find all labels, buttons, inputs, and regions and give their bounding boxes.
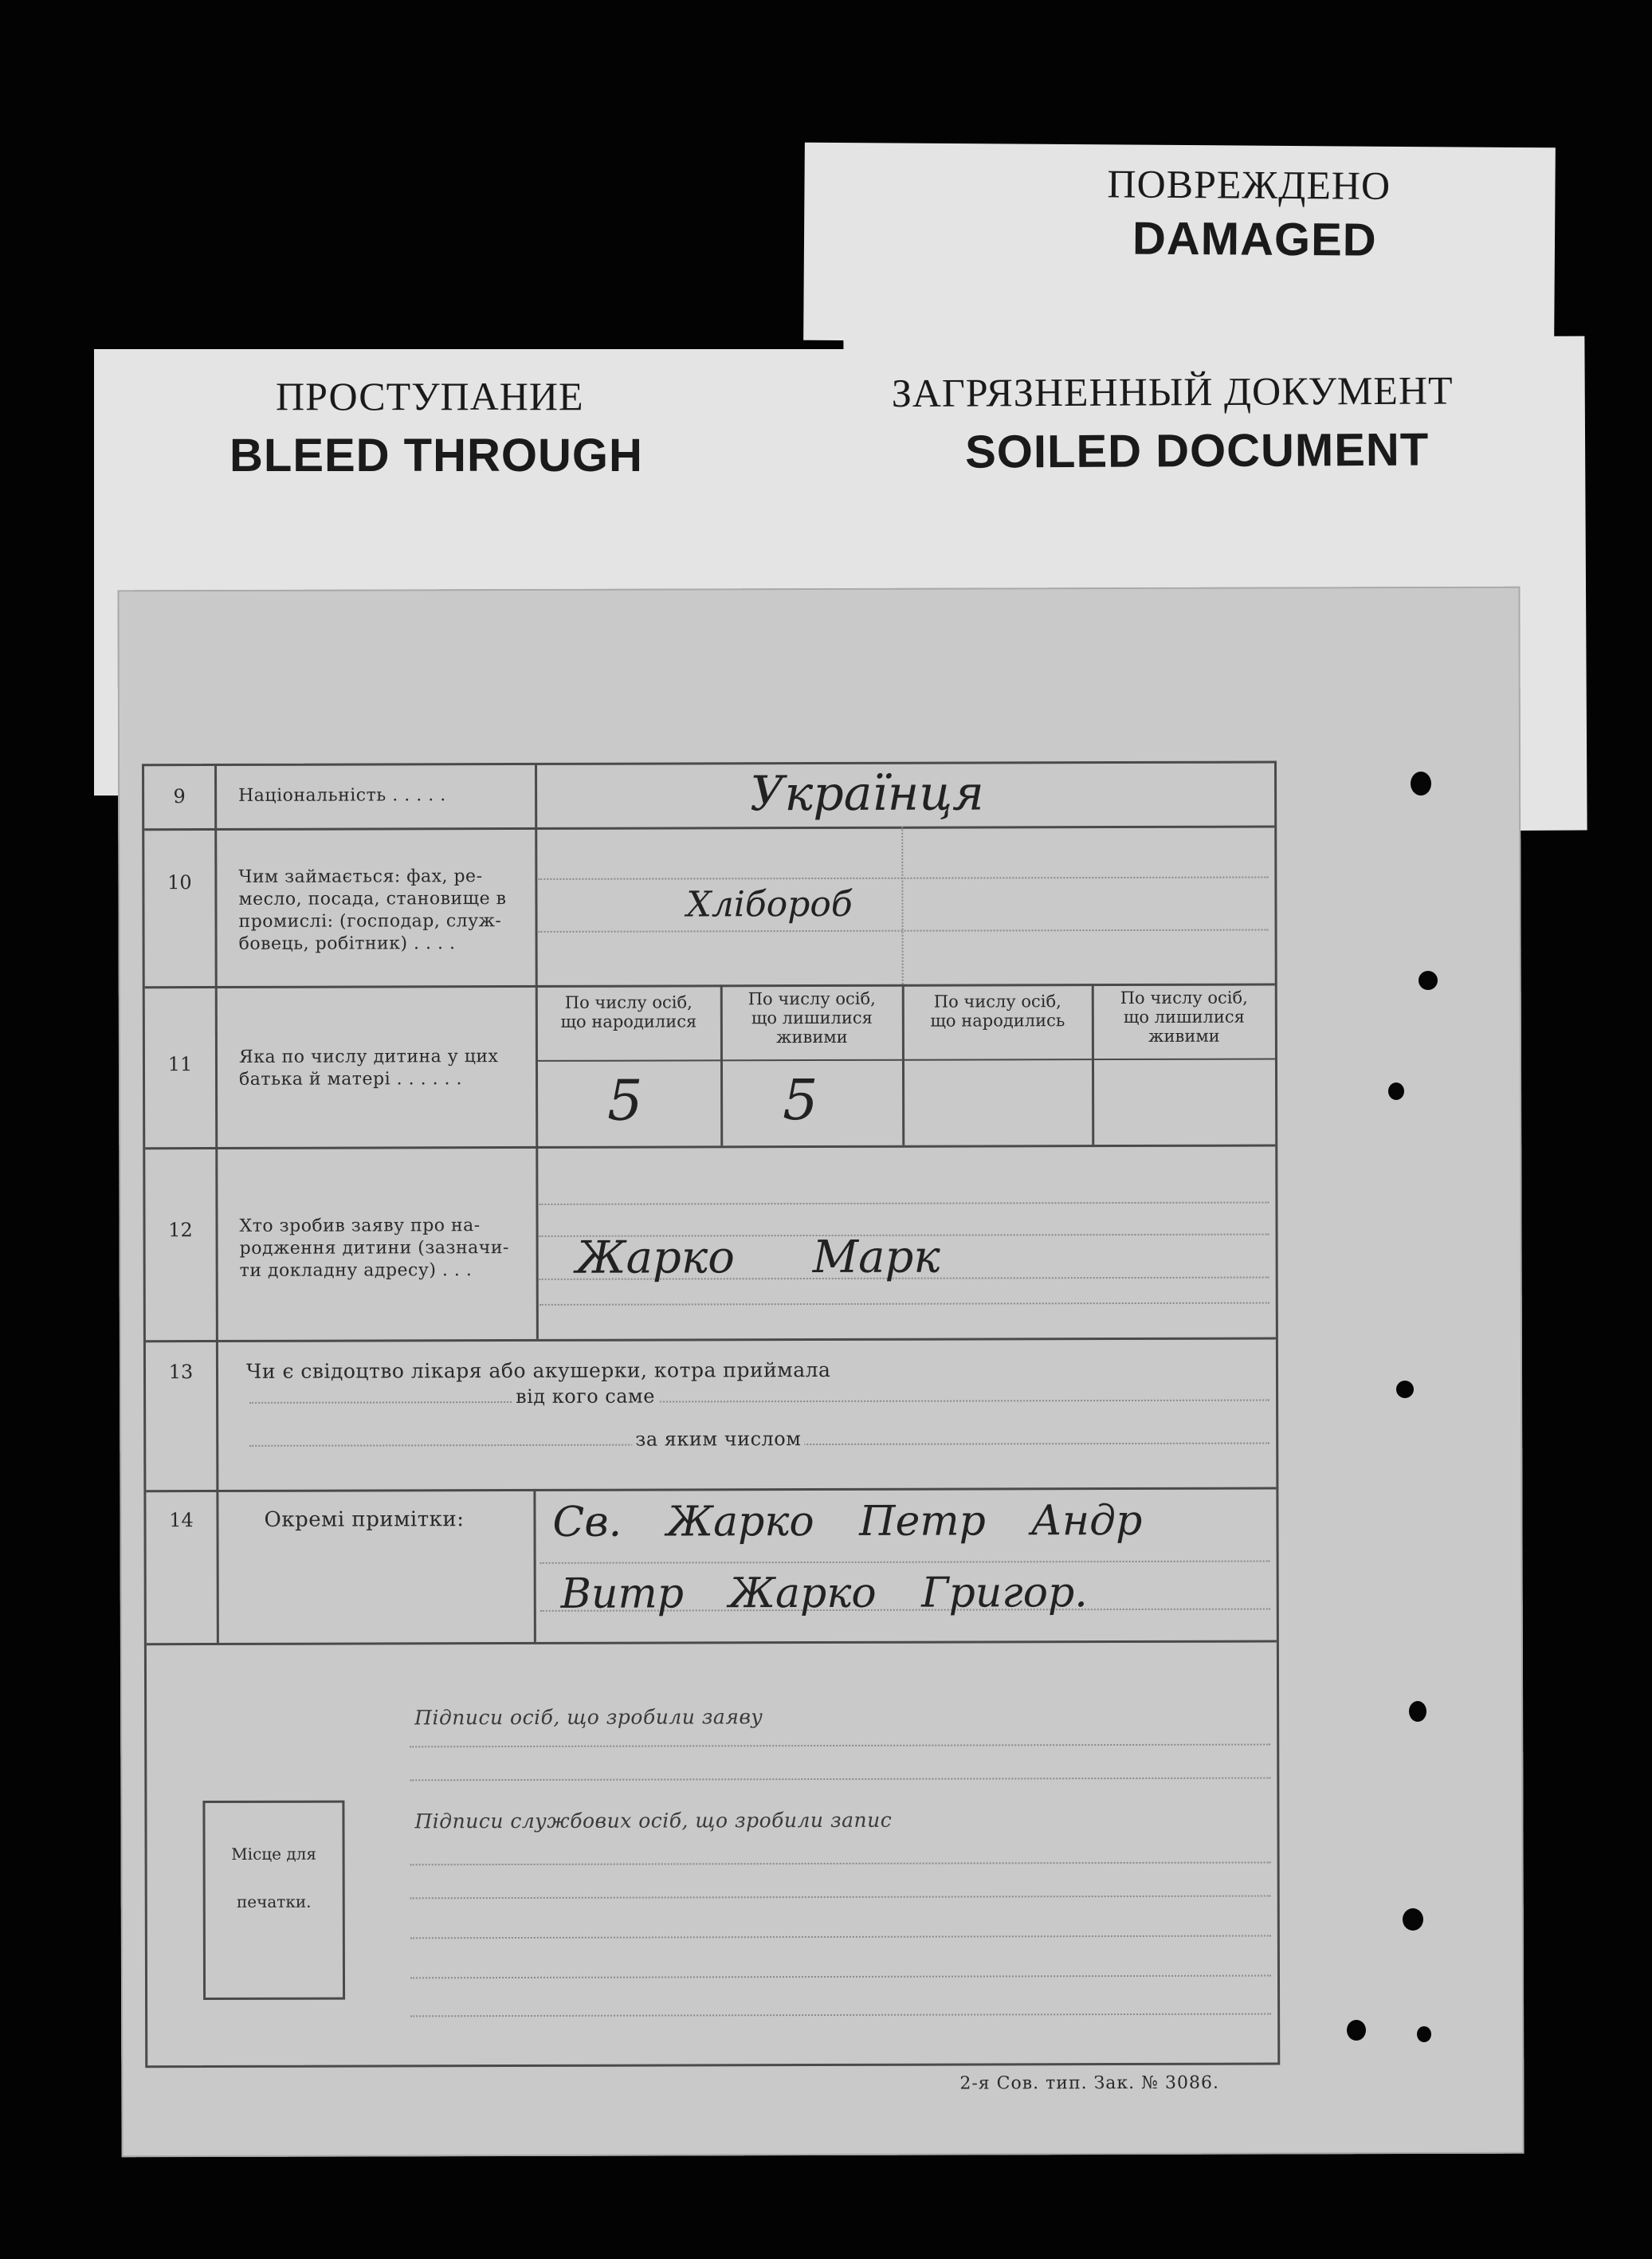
col-header-line: живими <box>1148 1026 1220 1046</box>
occupation-label-line: бовець, робітник) . . . . <box>238 933 456 954</box>
col-header-line: що народились <box>930 1011 1065 1031</box>
nationality-label: Національність . . . . . <box>238 785 446 806</box>
row-number-11: 11 <box>167 1053 193 1076</box>
punch-hole <box>1417 2026 1431 2042</box>
value-alive-father: 5 <box>783 1067 818 1133</box>
punch-hole <box>1419 971 1438 990</box>
col-header-alive-mother <box>1095 988 1273 1047</box>
column-divider <box>1092 984 1095 1145</box>
guide-line <box>540 1561 1270 1564</box>
row-divider <box>536 1059 1275 1062</box>
col-header-born-father <box>539 992 719 1031</box>
row-number-14: 14 <box>169 1509 194 1532</box>
bleed-label-ru: ПРОСТУПАНИЕ <box>276 374 584 418</box>
col-header-line: По числу осіб, <box>748 988 876 1009</box>
col-header-line: що лишилися <box>1123 1007 1245 1027</box>
row-number-13: 13 <box>168 1361 194 1384</box>
row-divider <box>144 826 1274 831</box>
row-number-10: 10 <box>167 871 192 894</box>
row-number-12: 12 <box>168 1219 193 1242</box>
guide-line <box>539 1202 1269 1205</box>
certificate-question: Чи є свідоцтво лікаря або акушерки, котра приймала <box>245 1357 831 1383</box>
col-header-line: що народилися <box>560 1012 697 1031</box>
soiled-label-ru: ЗАГРЯЗНЕННЫЙ ДОКУМЕНТ <box>891 367 1454 416</box>
form-table <box>142 760 1280 2068</box>
damaged-label-en: DAMAGED <box>1132 212 1377 266</box>
col-header-line: По числу осіб, <box>933 992 1061 1012</box>
row-divider <box>146 1338 1276 1343</box>
guide-line <box>410 2013 1271 2017</box>
declarant-value: Жарко Марк <box>575 1231 940 1284</box>
occupation-label-line: месло, посада, становище в <box>238 889 507 909</box>
col-header-line: живими <box>776 1027 848 1047</box>
child-order-label-line: Яка по числу дитина у цих <box>238 1047 499 1067</box>
official-signatures-label: Підписи службових осіб, що зробили запис <box>414 1808 893 1833</box>
declarant-label-line: ти докладну адресу) . . . <box>239 1260 473 1281</box>
remarks-label: Окремі примітки: <box>264 1507 465 1532</box>
punch-hole <box>1388 1082 1404 1100</box>
declarant-label-line: родження дитини (зазначи- <box>239 1238 509 1259</box>
punch-hole <box>1403 1908 1423 1931</box>
bleed-label-en: BLEED THROUGH <box>230 430 643 481</box>
row-divider <box>147 1640 1277 1646</box>
certificate-date: за яким числом <box>632 1428 804 1451</box>
guide-line <box>410 1778 1270 1782</box>
punch-hole <box>1347 2020 1366 2041</box>
remarks-note-line2: Витр Жарко Григор. <box>560 1569 1088 1618</box>
col-header-line: По числу осіб, <box>564 992 693 1012</box>
value-born-father: 5 <box>607 1067 643 1133</box>
column-divider <box>901 827 904 984</box>
col-header-line: що лишилися <box>751 1008 873 1028</box>
applicant-signatures-label: Підписи осіб, що зробили заяву <box>414 1705 763 1730</box>
row-divider <box>145 1145 1275 1150</box>
guide-line <box>249 1400 1269 1404</box>
row-number-9: 9 <box>173 785 186 808</box>
nationality-value: Українця <box>750 765 984 823</box>
printer-imprint: 2-я Сов. тип. Зак. № 3086. <box>959 2072 1219 2094</box>
child-order-label-line: батька й матері . . . . . . <box>239 1069 463 1090</box>
column-divider <box>720 984 724 1145</box>
stamp-place-box <box>202 1801 345 2000</box>
remarks-note-line1: Св. Жарко Петр Андр <box>552 1496 1143 1546</box>
row-divider <box>146 1487 1276 1493</box>
punch-hole <box>1411 772 1431 796</box>
column-divider <box>902 984 905 1145</box>
col-header-born-mother <box>905 992 1090 1031</box>
col-header-line: По числу осіб, <box>1120 988 1248 1008</box>
guide-line <box>540 1302 1269 1306</box>
occupation-label-line: промислі: (господар, служ- <box>238 911 502 932</box>
occupation-label-line: Чим займається: фах, ре- <box>238 866 483 887</box>
column-divider <box>535 765 539 1339</box>
column-divider <box>214 766 219 1643</box>
guide-line <box>410 1862 1271 1866</box>
column-divider <box>533 1489 536 1642</box>
punch-hole <box>1396 1381 1414 1398</box>
guide-line <box>410 1975 1271 1979</box>
punch-hole <box>1409 1701 1426 1722</box>
guide-line <box>410 1896 1271 1900</box>
declarant-label-line: Хто зробив заяву про на- <box>239 1216 481 1236</box>
guide-line <box>410 1935 1271 1939</box>
damaged-label-ru: ПОВРЕЖДЕНО <box>1107 161 1391 208</box>
guide-line <box>410 1744 1270 1748</box>
occupation-value: Хлібороб <box>686 883 853 925</box>
certificate-from-whom: від кого саме <box>512 1385 658 1408</box>
col-header-alive-father <box>724 989 901 1047</box>
damaged-label-card <box>803 143 1556 346</box>
stamp-label-line: печатки. <box>236 1892 312 1911</box>
birth-record-form-page <box>117 587 1524 2158</box>
soiled-label-en: SOILED DOCUMENT <box>964 423 1430 478</box>
stamp-label-line: Місце для <box>231 1844 317 1864</box>
